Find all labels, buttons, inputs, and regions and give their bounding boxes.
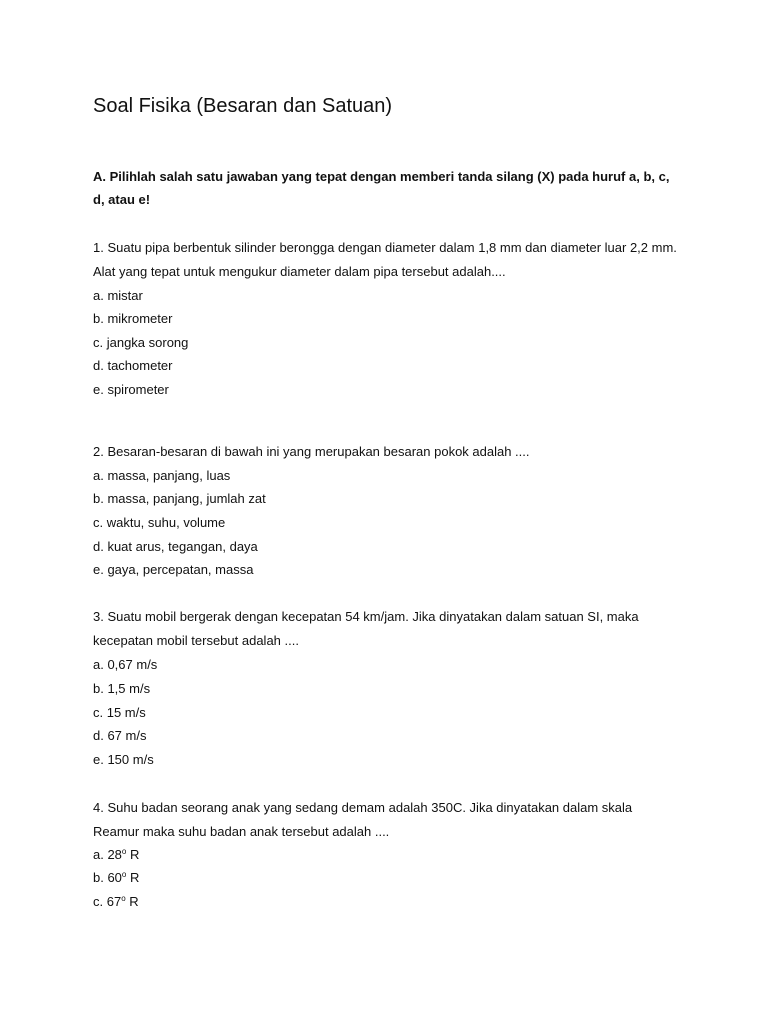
question-1-option-b: b. mikrometer xyxy=(93,311,173,326)
degree-superscript: o xyxy=(121,870,127,879)
question-4-option-b xyxy=(93,870,139,885)
page-title: Soal Fisika (Besaran dan Satuan) xyxy=(93,95,393,117)
question-3-option-e: e. 150 m/s xyxy=(93,752,154,767)
question-1-stem-line-1: 1. Suatu pipa berbentuk silinder berongga dengan diameter dalam 1,8 mm dan diameter luar 2,2 mm. xyxy=(93,240,677,255)
question-4-option-a xyxy=(93,847,139,862)
question-3-option-d: d. 67 m/s xyxy=(93,728,147,743)
question-2-option-e: e. gaya, percepatan, massa xyxy=(93,562,254,577)
question-1-option-c: c. jangka sorong xyxy=(93,335,189,350)
question-4-stem-line-1: 4. Suhu badan seorang anak yang sedang demam adalah 350C. Jika dinyatakan dalam skala xyxy=(93,800,633,815)
question-4-option-c xyxy=(93,894,139,909)
question-3-option-c: c. 15 m/s xyxy=(93,705,146,720)
instruction-line-2: d, atau e! xyxy=(93,192,151,207)
option-unit: R xyxy=(125,894,139,909)
option-value: a. 28 xyxy=(93,847,122,862)
degree-superscript: o xyxy=(121,894,126,903)
question-3-stem-line-1: 3. Suatu mobil bergerak dengan kecepatan 54 km/jam. Jika dinyatakan dalam satuan SI, maka xyxy=(93,609,639,624)
option-value: b. 60 xyxy=(93,870,122,885)
option-unit: R xyxy=(126,847,140,862)
question-3-option-b: b. 1,5 m/s xyxy=(93,681,151,696)
question-1-option-a: a. mistar xyxy=(93,288,143,303)
option-unit: R xyxy=(126,870,140,885)
question-2-stem-line-1: 2. Besaran-besaran di bawah ini yang merupakan besaran pokok adalah .... xyxy=(93,444,530,459)
question-1-option-e: e. spirometer xyxy=(93,382,169,397)
question-2-option-c: c. waktu, suhu, volume xyxy=(93,515,226,530)
question-3-stem-line-2: kecepatan mobil tersebut adalah .... xyxy=(93,633,299,648)
question-3-option-a: a. 0,67 m/s xyxy=(93,657,158,672)
question-2-option-a: a. massa, panjang, luas xyxy=(93,468,231,483)
option-value: c. 67 xyxy=(93,894,122,909)
question-2-option-b: b. massa, panjang, jumlah zat xyxy=(93,491,266,506)
question-1-option-d: d. tachometer xyxy=(93,358,173,373)
instruction-line-1: A. Pilihlah salah satu jawaban yang tepat dengan memberi tanda silang (X) pada huruf a, b, c, xyxy=(93,169,670,184)
question-4-stem-line-2: Reamur maka suhu badan anak tersebut adalah .... xyxy=(93,824,390,839)
question-2-option-d: d. kuat arus, tegangan, daya xyxy=(93,539,258,554)
question-1-stem-line-2: Alat yang tepat untuk mengukur diameter dalam pipa tersebut adalah.... xyxy=(93,264,506,279)
degree-superscript: o xyxy=(121,847,127,856)
